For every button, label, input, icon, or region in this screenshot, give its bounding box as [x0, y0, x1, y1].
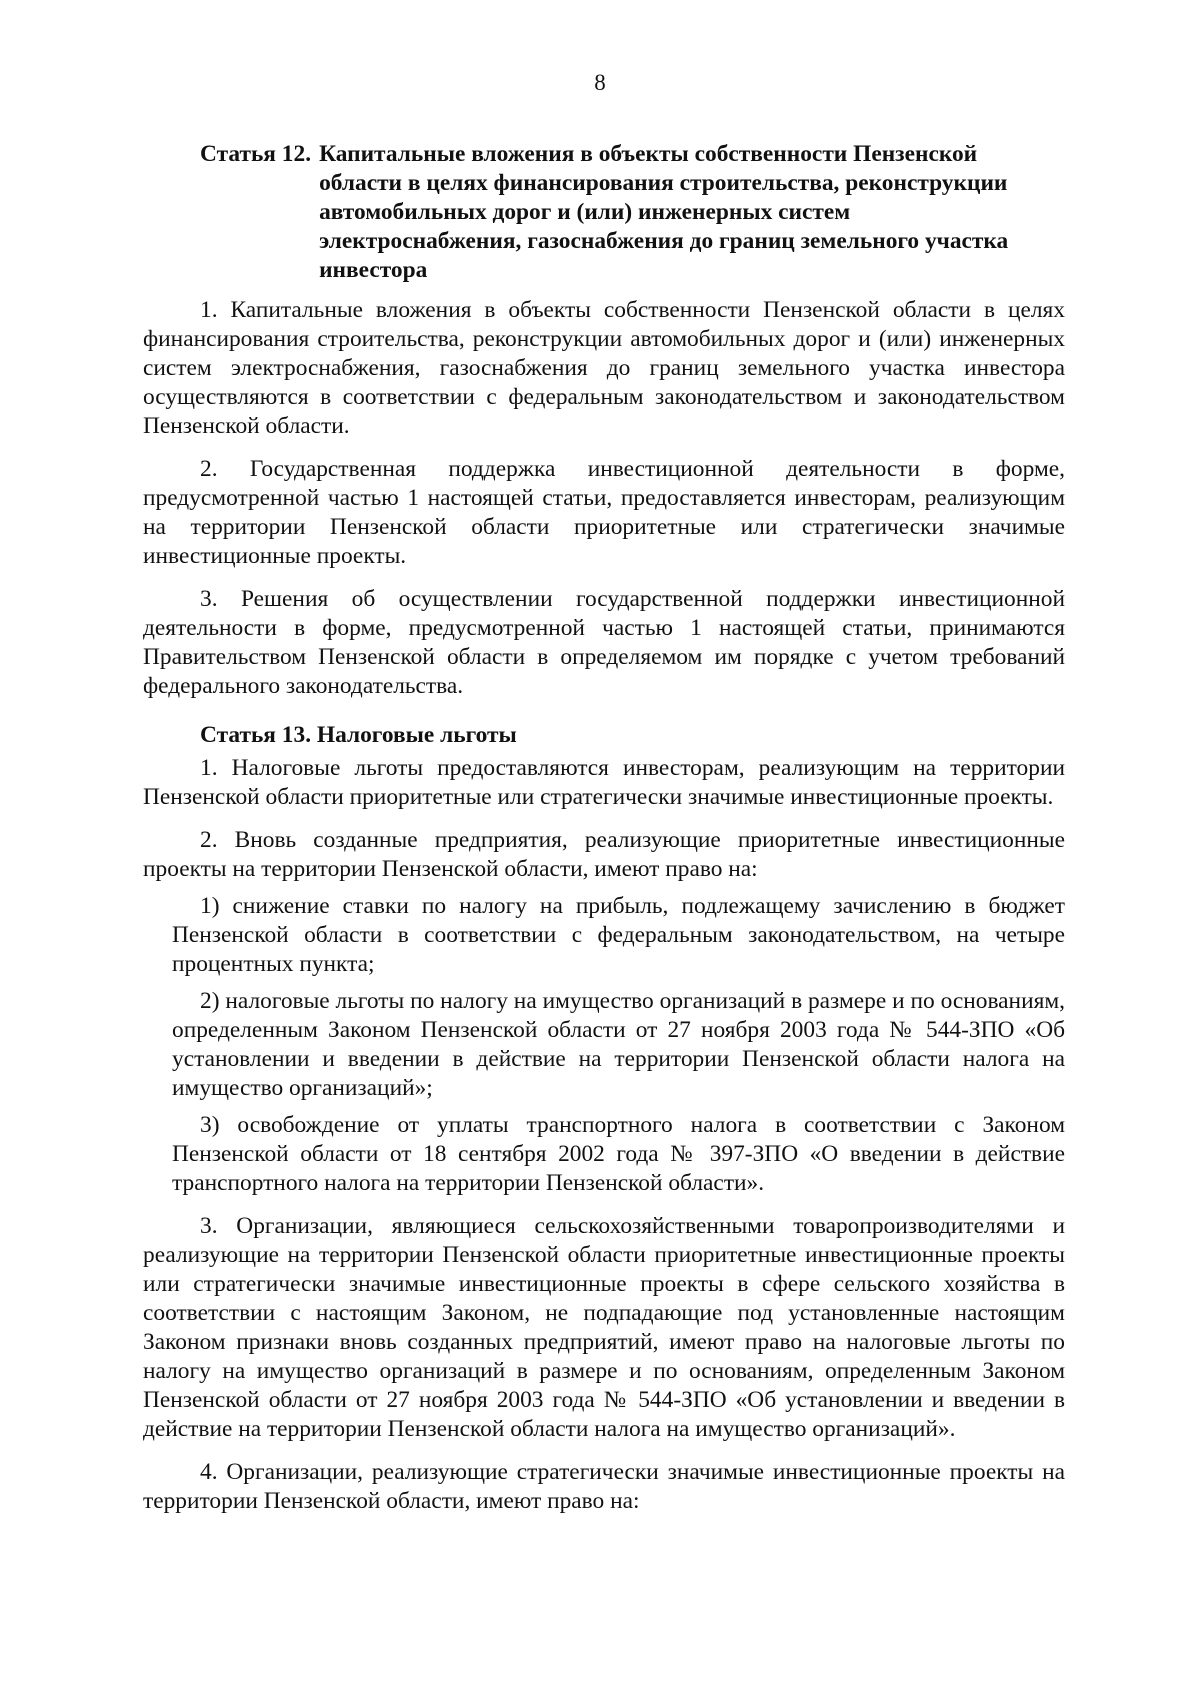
page-number: 8 — [594, 70, 606, 95]
article-13-paragraph-3: 3. Организации, являющиеся сельскохозяйственными товаропроизводителями и реализующие на территории Пензенской области приоритетные инвестиционные проекты или стратегически значимые инвестиционные проекты в сфере сельского хозяйства в соответствии с настоящим Законом, не подпадающие под установленные настоящим Законом признаки вновь созданных предприятий, имеют право на налоговые льготы по налогу на имущество организаций в размере и по основаниям, определенным Законом Пензенской области от 27 ноября 2003 года № 544-ЗПО «Об установлении и введении в действие на территории Пензенской области налога на имущество организаций». — [143, 1213, 1065, 1442]
article-12-heading — [143, 140, 1065, 285]
article-13-list-item-2: 2) налоговые льготы по налогу на имущество организаций в размере и по основаниям, определенным Законом Пензенской области от 27 ноября 2003 года № 544-ЗПО «Об установлении и введении в действие на территории Пензенской области налога на имущество организаций»; — [172, 988, 1065, 1101]
article-13-paragraph-1: 1. Налоговые льготы предоставляются инвесторам, реализующим на территории Пензенской области приоритетные или стратегически значимые инвестиционные проекты. — [143, 755, 1065, 810]
article-12-paragraph-1: 1. Капитальные вложения в объекты собственности Пензенской области в целях финансирования строительства, реконструкции автомобильных дорог и (или) инженерных систем электроснабжения, газоснабжения до границ земельного участка инвестора осуществляются в соответствии с федеральным законодательством и законодательством Пензенской области. — [143, 297, 1065, 439]
article-13-list-item-1: 1) снижение ставки по налогу на прибыль, подлежащему зачислению в бюджет Пензенской области в соответствии с федеральным законодательством, на четыре процентных пункта; — [172, 893, 1065, 977]
article-12-paragraph-3: 3. Решения об осуществлении государственной поддержки инвестиционной деятельности в форме, предусмотренной частью 1 настоящей статьи, принимаются Правительством Пензенской области в определяемом им порядке с учетом требований федерального законодательства. — [143, 586, 1065, 699]
article-12-label: Статья 12. — [200, 141, 312, 167]
article-13-paragraph-2: 2. Вновь созданные предприятия, реализующие приоритетные инвестиционные проекты на территории Пензенской области, имеют право на: — [143, 827, 1065, 882]
article-13-heading: Статья 13. Налоговые льготы — [200, 722, 517, 748]
article-12-paragraph-2: 2. Государственная поддержка инвестиционной деятельности в форме, предусмотренной частью 1 настоящей статьи, предоставляется инвесторам, реализующим на территории Пензенской области приоритетные или стратегически значимые инвестиционные проекты. — [143, 456, 1065, 569]
article-13-list-item-3: 3) освобождение от уплаты транспортного налога в соответствии с Законом Пензенской области от 18 сентября 2002 года № 397-ЗПО «О введении в действие транспортного налога на территории Пензенской области». — [172, 1112, 1065, 1196]
article-12-title: Капитальные вложения в объекты собственности Пензенской области в целях финансирования строительства, реконструкции автомобильных дорог и (или) инженерных систем электроснабжения, газоснабжения до границ земельного участка инвестора — [319, 141, 1009, 283]
article-13-paragraph-4: 4. Организации, реализующие стратегически значимые инвестиционные проекты на территории Пензенской области, имеют право на: — [143, 1459, 1065, 1514]
document-body — [143, 140, 1065, 1530]
